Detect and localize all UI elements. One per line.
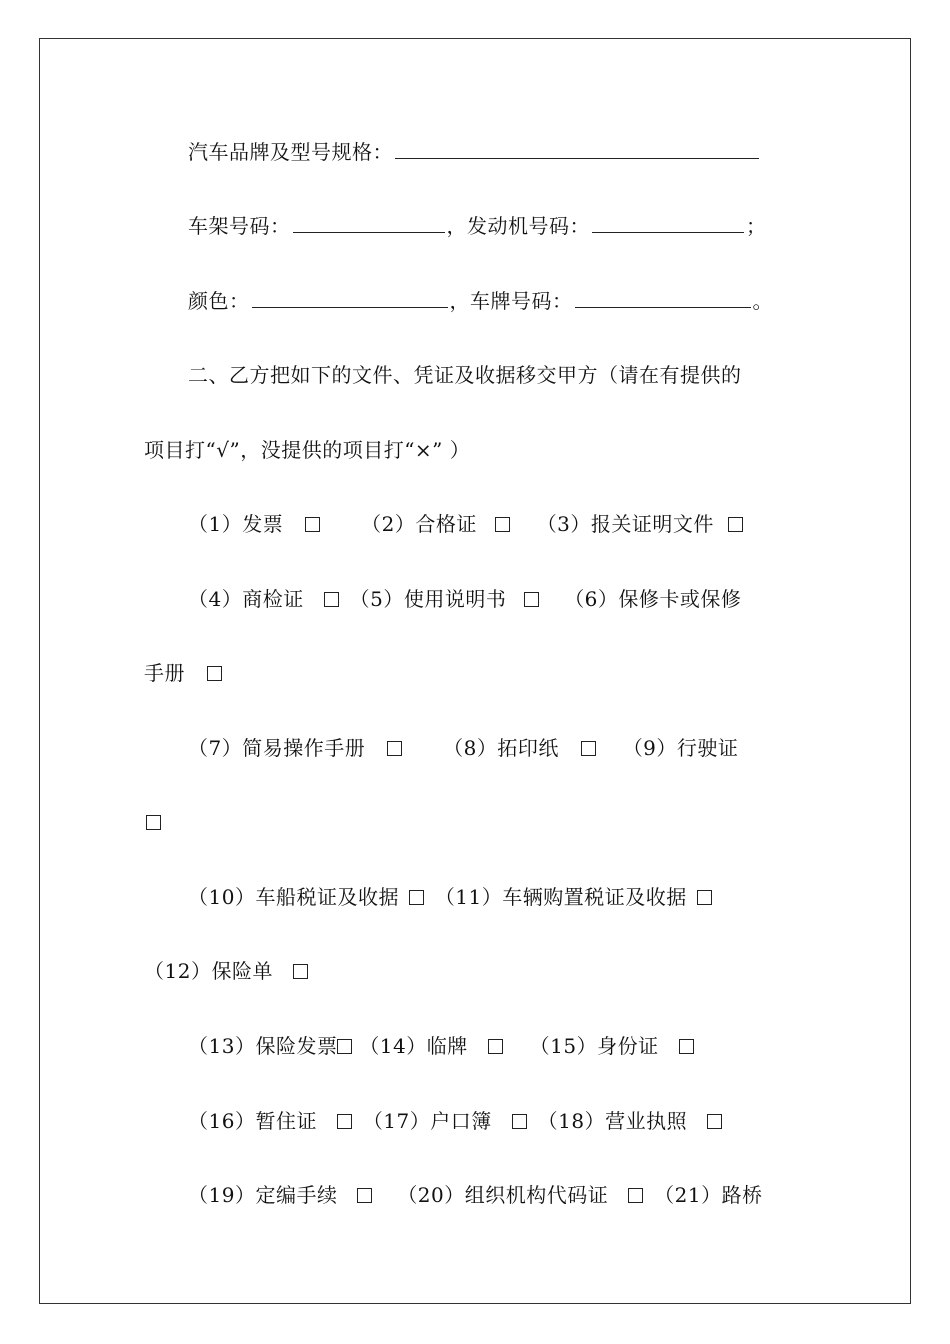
item-label: 手册 [144, 661, 185, 685]
checkbox[interactable] [207, 666, 222, 681]
plate-number-blank[interactable] [575, 287, 751, 308]
item-label: （19）定编手续 [188, 1183, 338, 1207]
item-label: （15）身份证 [529, 1034, 659, 1058]
checklist-row [188, 1181, 763, 1209]
checkbox[interactable] [337, 1114, 352, 1129]
checkbox[interactable] [293, 964, 308, 979]
checklist-row [144, 659, 226, 687]
item-label: （2）合格证 [361, 512, 477, 536]
item-label: （10）车船税证及收据 [188, 885, 399, 909]
checkbox[interactable] [357, 1188, 372, 1203]
item-label: （3）报关证明文件 [536, 512, 714, 536]
item-label: （16）暂住证 [188, 1109, 317, 1133]
section2-line2: 项目打“√”，没提供的项目打“×” ） [144, 438, 471, 462]
checkbox[interactable] [524, 592, 539, 607]
item-label: （9）行驶证 [622, 736, 739, 760]
line3-end: 。 [752, 289, 773, 313]
checkbox[interactable] [512, 1114, 527, 1129]
checkbox[interactable] [697, 890, 712, 905]
checkbox[interactable] [409, 890, 424, 905]
item-label: （12）保险单 [144, 959, 273, 983]
engine-label: ，发动机号码： [446, 214, 590, 238]
brand-line [188, 138, 761, 166]
color-plate-line [188, 287, 773, 315]
item-label: （14）临牌 [359, 1034, 468, 1058]
checklist-row [188, 883, 716, 911]
item-label: （20）组织机构代码证 [397, 1183, 609, 1207]
brand-label: 汽车品牌及型号规格： [188, 140, 393, 164]
item-label: （11）车辆购置税证及收据 [434, 885, 687, 909]
checkbox[interactable] [324, 592, 339, 607]
checkbox[interactable] [305, 517, 320, 532]
checklist-row [188, 585, 741, 613]
checkbox[interactable] [337, 1039, 352, 1054]
section2-line1: 二、乙方把如下的文件、凭证及收据移交甲方（请在有提供的 [188, 363, 742, 387]
checkbox[interactable] [728, 517, 743, 532]
item-label: （7）简易操作手册 [188, 736, 366, 760]
item-label: （21）路桥 [654, 1183, 763, 1207]
checkbox[interactable] [495, 517, 510, 532]
item-label: （8）拓印纸 [443, 736, 559, 760]
line2-end: ； [746, 214, 767, 238]
frame-label: 车架号码： [188, 214, 291, 238]
color-label: 颜色： [188, 289, 250, 313]
item-label: （1）发票 [188, 512, 284, 536]
color-blank[interactable] [252, 287, 448, 308]
checklist-row [144, 957, 312, 985]
checklist-row [144, 808, 165, 836]
frame-engine-line [188, 212, 767, 240]
engine-number-blank[interactable] [592, 212, 744, 233]
checkbox[interactable] [146, 815, 161, 830]
checkbox[interactable] [581, 741, 596, 756]
checkbox[interactable] [679, 1039, 694, 1054]
checklist-row [188, 734, 738, 762]
checkbox[interactable] [628, 1188, 643, 1203]
item-label: （13）保险发票 [188, 1034, 338, 1058]
frame-number-blank[interactable] [293, 212, 445, 233]
item-label: （5）使用说明书 [349, 587, 507, 611]
brand-blank[interactable] [395, 138, 759, 159]
item-label: （17）户口簿 [362, 1109, 492, 1133]
item-label: （6）保修卡或保修 [564, 587, 742, 611]
checklist-row [188, 1107, 726, 1135]
checkbox[interactable] [387, 741, 402, 756]
checkbox[interactable] [707, 1114, 722, 1129]
checklist-row [188, 510, 747, 538]
item-label: （4）商检证 [188, 587, 304, 611]
plate-label: ，车牌号码： [449, 289, 573, 313]
checklist-row [188, 1032, 698, 1060]
checkbox[interactable] [488, 1039, 503, 1054]
item-label: （18）营业执照 [537, 1109, 688, 1133]
